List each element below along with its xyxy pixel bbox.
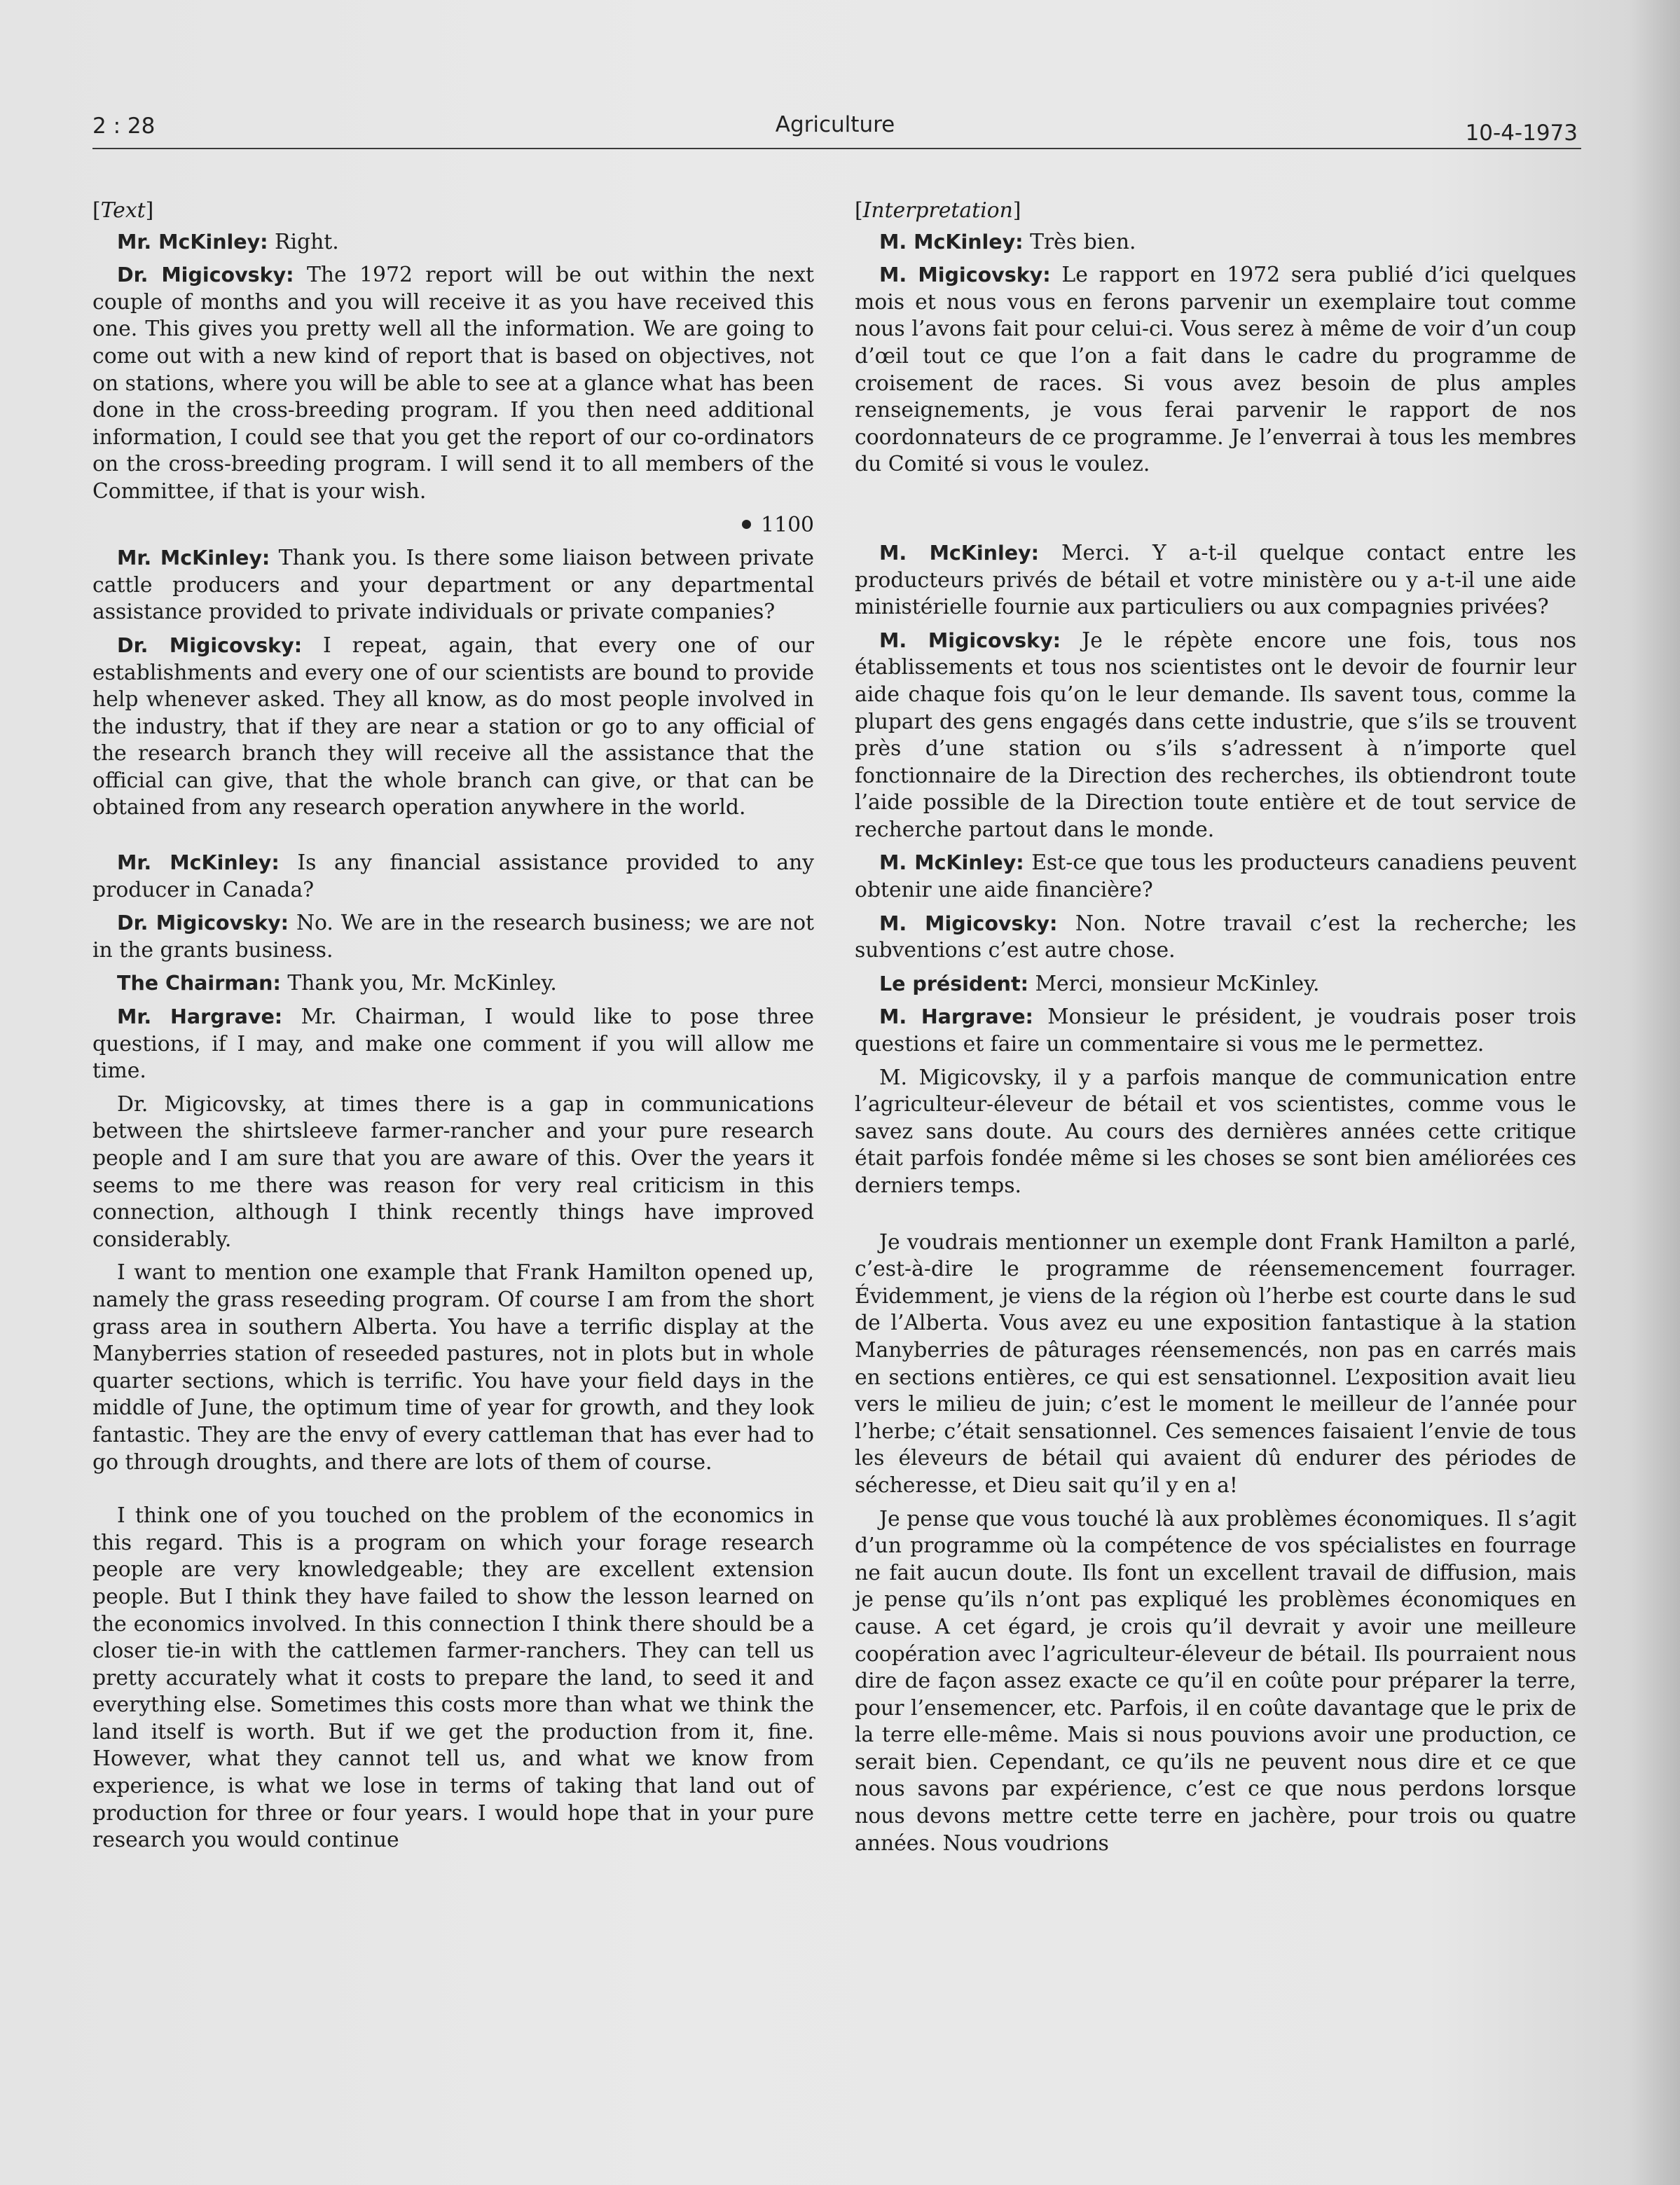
speaker: M. Migicovsky:	[879, 911, 1058, 935]
speaker: Mr. McKinley:	[117, 851, 280, 875]
paragraph: M. Migicovsky: Je le répète encore une fois, tous nos établissements et tous nos scientistes ont le devoir de fournir leur aide chaque fois qu’on le leur demande. Ils savent tous, comme la plupart des gens engagés dans cette industrie, que s’ils se trouvent près d’une station ou s’ils s’adressent à n’importe quel fonctionnaire de la Direction des recherches, ils obtiendront toute l’aide possible de la Direction toute entière et de tout service de recherche partout dans le monde.	[855, 628, 1576, 842]
speaker: Mr. McKinley:	[117, 546, 270, 570]
paragraph: M. Hargrave: Monsieur le président, je voudrais poser trois questions et faire un commentaire si vous me le permettez.	[855, 1005, 1576, 1057]
paragraph: Mr. Hargrave: Mr. Chairman, I would like to pose three questions, if I may, and make one comment if you will allow me time.	[92, 1005, 815, 1084]
paragraph: Je pense que vous touché là aux problèmes économiques. Il s’agit d’un programme où la compétence de vos spécialistes en fourrage ne fait aucun doute. Ils font un excellent travail de diffusion, mais je pense qu’ils n’ont pas expliqué les problèmes économiques en cause. A cet égard, je crois qu’il devrait y avoir une meilleure coopération avec l’agriculteur-éleveur de bétail. Ils pourraient nous dire de façon assez exacte ce qu’il en coûte pour préparer la terre, pour l’ensemencer, etc. Parfois, il en coûte davantage que le prix de la terre elle-même. Mais si nous pouvions avoir une production, ce serait bien. Cependant, ce qu’ils ne peuvent nous dire et ce que nous savons par expérience, c’est ce que nous perdons lorsque nous devons mettre cette terre en jachère, pour trois ou quatre années. Nous voudrions	[855, 1506, 1576, 1856]
paragraph: Mr. McKinley: Thank you. Is there some liaison between private cattle producers and your department or any departmental assistance provided to private individuals or private companies?	[92, 546, 814, 625]
paragraph: Dr. Migicovsky: No. We are in the research business; we are not in the grants business.	[92, 911, 814, 963]
paragraph: I think one of you touched on the problem of the economics in this regard. This is a program on which your forage research people are very knowledgeable; they are excellent extension people. But I think they have failed to show the lesson learned on the economics involved. In this connection I think there should be a closer tie-in with the cattlemen farmer-ranchers. They can tell us pretty accurately what it costs to prepare the land, to seed it and everything else. Sometimes this costs more than what we think the land itself is worth. But if we get the production from it, fine. However, what they cannot tell us, and what we know from experience, is what we lose in terms of taking that land out of production for three or four years. I would hope that in your pure research you would continue	[92, 1503, 814, 1853]
paragraph: Le président: Merci, monsieur McKinley.	[879, 971, 1320, 996]
paragraph: Dr. Migicovsky: The 1972 report will be out within the next couple of months and you will receive it as you have received this one. This gives you pretty well all the information. We are going to come out with a new kind of report that is based on objectives, not on stations, where you will be able to see at a glance what has been done in the cross-breeding program. If you then need additional information, I could see that you get the report of our co-ordinators on the cross-breeding program. I will send it to all members of the Committee, if that is your wish.	[92, 263, 814, 504]
paragraph: Je voudrais mentionner un exemple dont Frank Hamilton a parlé, c’est-à-dire le programme de réensemencement fourrager. Évidemment, je viens de la région où l’herbe est courte dans le sud de l’Alberta. Vous avez eu une exposition fantastique à la station Manyberries de pâturages réensemencés, non pas en carrés mais en sections entières, ce qui est sensationnel. L’exposition avait lieu vers le milieu de juin; c’est le moment le meilleur de l’année pour l’herbe; c’était sensationnel. Ces semences faisaient l’envie de tous les éleveurs de bétail qui avaient dû endurer des périodes de sécheresse, et Dieu sait qu’il y en a!	[855, 1229, 1576, 1498]
speaker: Mr. Hargrave:	[117, 1005, 283, 1029]
bullet-icon	[742, 520, 751, 529]
page-header	[92, 111, 1578, 146]
column-tag: [Interpretation]	[855, 198, 1021, 223]
time-marker: 1100	[92, 512, 814, 539]
french-column	[855, 198, 1576, 1863]
paragraph: Mr. McKinley: Right.	[117, 229, 339, 254]
header-rule	[92, 148, 1581, 149]
english-column	[92, 198, 814, 1861]
speaker: M. Migicovsky:	[879, 263, 1051, 287]
speaker: Mr. McKinley:	[117, 230, 268, 254]
speaker: M. McKinley:	[879, 541, 1040, 565]
paragraph: M. McKinley: Merci. Y a-t-il quelque contact entre les producteurs privés de bétail et votre ministère ou y a-t-il une aide ministérielle fournie aux particuliers ou aux compagnies privées?	[855, 540, 1576, 620]
page-number: 2 : 28	[92, 113, 156, 139]
speaker: Le président:	[879, 972, 1028, 995]
paragraph: M. McKinley: Est-ce que tous les producteurs canadiens peuvent obtenir une aide financière?	[855, 850, 1576, 903]
header-date: 10-4-1973	[1465, 120, 1578, 146]
page-title: Agriculture	[775, 112, 895, 137]
speaker: The Chairman:	[117, 972, 281, 995]
paragraph: M. McKinley: Très bien.	[879, 229, 1136, 254]
speaker: M. Hargrave:	[879, 1005, 1033, 1029]
paragraph: M. Migicovsky: Non. Notre travail c’est la recherche; les subventions c’est autre chose.	[855, 911, 1576, 963]
column-tag: [Text]	[92, 198, 154, 223]
paragraph: Dr. Migicovsky, at times there is a gap in communications between the shirtsleeve farmer-rancher and your pure research people and I am sure that you are aware of this. Over the years it seems to me there was reason for very real criticism in this connection, although I think recently things have improved considerably.	[92, 1091, 814, 1252]
paragraph: M. Migicovsky, il y a parfois manque de communication entre l’agriculteur-éleveur de bétail et vos scientistes, comme vous le savez sans doute. Au cours des dernières années cette critique était parfois fondée même si les choses se sont bien améliorées ces derniers temps.	[855, 1065, 1576, 1198]
speaker: Dr. Migicovsky:	[117, 633, 303, 657]
speaker: M. McKinley:	[879, 851, 1024, 875]
paragraph: Mr. McKinley: Is any financial assistance provided to any producer in Canada?	[92, 850, 814, 902]
speaker: Dr. Migicovsky:	[117, 263, 294, 287]
paragraph: M. Migicovsky: Le rapport en 1972 sera publié d’ici quelques mois et nous vous en ferons parvenir un exemplaire tout comme nous l’avons fait pour celui-ci. Vous serez à même de voir d’un coup d’œil tout ce que l’on a fait dans le cadre du programme de croisement de races. Si vous avez besoin de plus amples renseignements, je vous ferai parvenir le rapport de nos coordonnateurs de ce programme. Je l’enverrai à tous les membres du Comité si vous le voulez.	[855, 263, 1576, 477]
paragraph: The Chairman: Thank you, Mr. McKinley.	[117, 971, 557, 996]
paragraph: Dr. Migicovsky: I repeat, again, that every one of our establishments and every one of our scientists are bound to provide help whenever asked. They all know, as do most people involved in the industry, that if they are near a station or go to any official of the research branch they will receive all the assistance that the official can give, that the whole branch can give, or that can be obtained from any research operation anywhere in the world.	[92, 633, 814, 820]
paragraph: I want to mention one example that Frank Hamilton opened up, namely the grass reseeding program. Of course I am from the short grass area in southern Alberta. You have a terrific display at the Manyberries station of reseeded pastures, not in plots but in whole quarter sections, which is terrific. You have your field days in the middle of June, the optimum time of year for growth, and they look fantastic. They are the envy of every cattleman that has ever had to go through droughts, and there are lots of them of course.	[92, 1260, 814, 1475]
speaker: M. McKinley:	[879, 230, 1024, 254]
speaker: M. Migicovsky:	[879, 628, 1061, 652]
speaker: Dr. Migicovsky:	[117, 911, 289, 935]
